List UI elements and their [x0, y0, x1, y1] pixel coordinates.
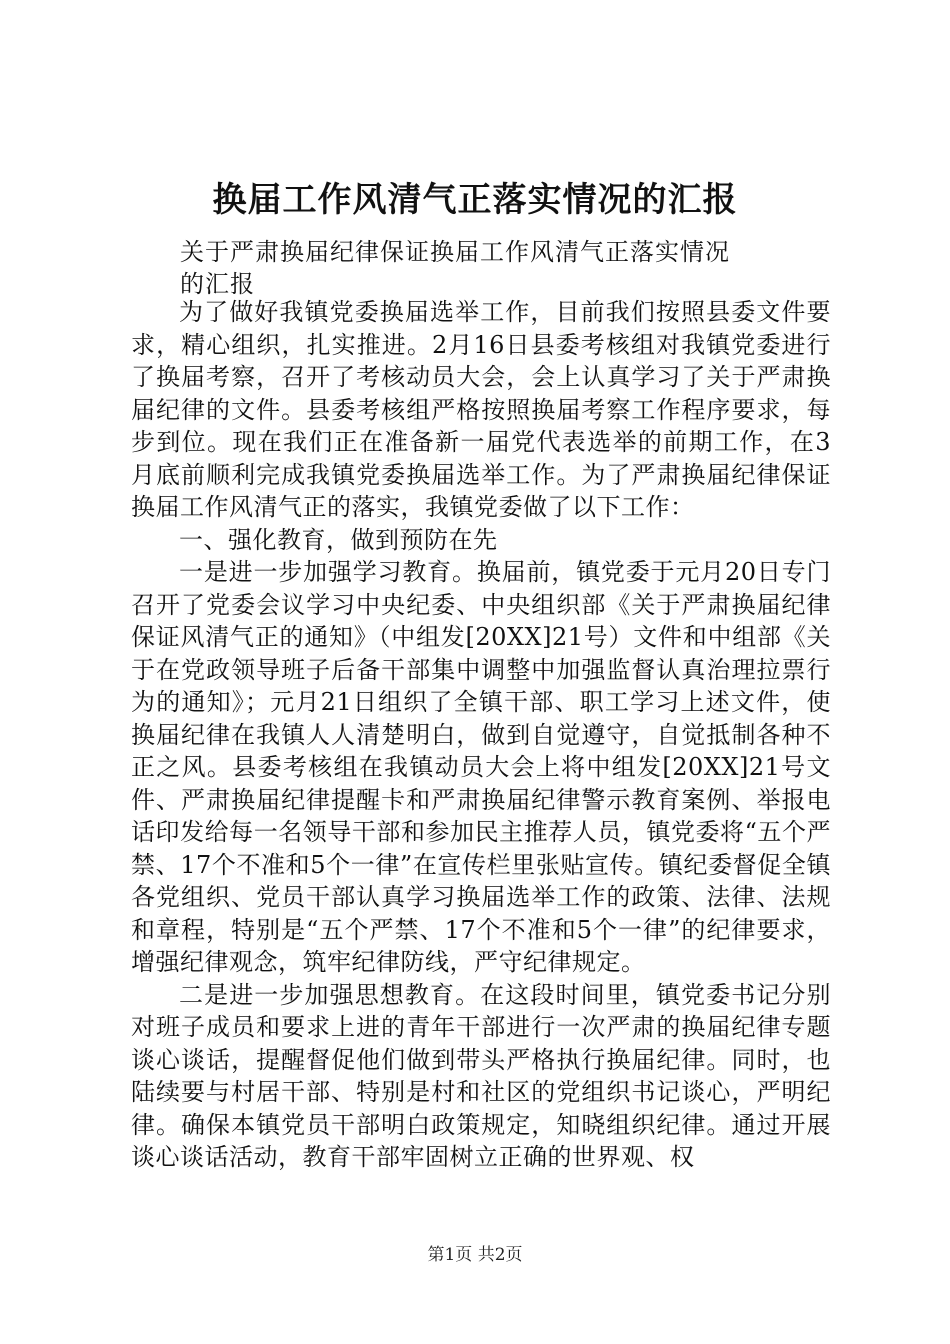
page-footer: 第1页 共2页	[427, 1245, 523, 1265]
paragraph-study-education: 一是进一步加强学习教育。换届前，镇党委于元月20日专门召开了党委会议学习中央纪委、中央组织部《关于严肃换届纪律保证风清气正的通知》（中组发[20XX]21号）文件和中组部《关于在党政领导班子后备干部集中调整中加强监督认真治理拉票行为的通知》；元月21日组织了全镇干部、职工学习上述文件，使换届纪律在我镇人人清楚明白，做到自觉遵守，自觉抵制各种不正之风。县委考核组在我镇动员大会上将中组发[20XX]21号文件、严肃换届纪律提醒卡和严肃换届纪律警示教育案例、举报电话印发给每一名领导干部和参加民主推荐人员，镇党委将“五个严禁、17个不准和5个一律”在宣传栏里张贴宣传。镇纪委督促全镇各党组织、党员干部认真学习换届选举工作的政策、法律、法规和章程，特别是“五个严禁、17个不准和5个一律”的纪律要求，增强纪律观念，筑牢纪律防线，严守纪律规定。	[131, 558, 831, 976]
document-body	[131, 296, 831, 1174]
paragraph-intro: 为了做好我镇党委换届选举工作，目前我们按照县委文件要求，精心组织，扎实推进。2月16日县委考核组对我镇党委进行了换届考察，召开了考核动员大会，会上认真学习了关于严肃换届纪律的文件。县委考核组严格按照换届考察工作程序要求，每步到位。现在我们正在准备新一届党代表选举的前期工作，在3月底前顺利完成我镇党委换届选举工作。为了严肃换届纪律保证换届工作风清气正的落实，我镇党委做了以下工作：	[131, 298, 831, 521]
paragraph-ideological-education: 二是进一步加强思想教育。在这段时间里，镇党委书记分别对班子成员和要求上进的青年干部进行一次严肃的换届纪律专题谈心谈话，提醒督促他们做到带头严格执行换届纪律。同时，也陆续要与村居干部、特别是村和社区的党组织书记谈心，严明纪律。确保本镇党员干部明白政策规定，知晓组织纪律。通过开展谈心谈话活动，教育干部牢固树立正确的世界观、权	[131, 980, 831, 1171]
document-subtitle	[180, 236, 780, 300]
subtitle-line-1: 关于严肃换届纪律保证换届工作风清气正落实情况	[180, 238, 730, 266]
subtitle-line-2: 的汇报	[180, 270, 255, 298]
document-title: 换届工作风清气正落实情况的汇报	[212, 180, 738, 220]
section-heading-1: 一、强化教育，做到预防在先	[179, 525, 498, 554]
